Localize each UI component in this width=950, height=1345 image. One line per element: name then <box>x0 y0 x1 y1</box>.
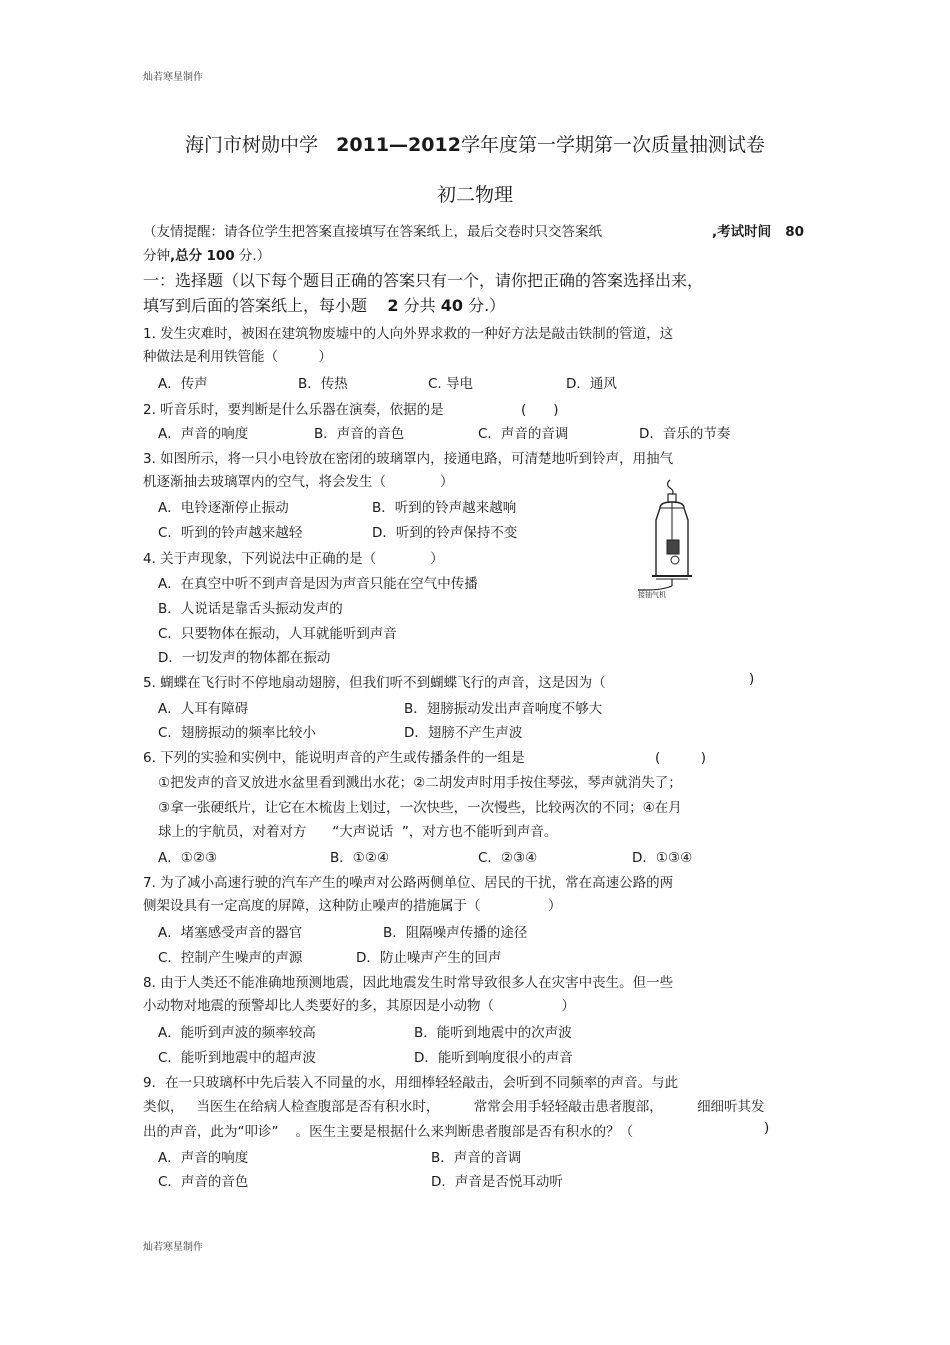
reminder-point-unit: 分.） <box>238 248 271 264</box>
q1-option-c: C. 导电 <box>428 376 474 392</box>
bell-jar-illustration <box>632 478 712 604</box>
q2-option-d: D．音乐的节奏 <box>639 426 731 442</box>
q3-stem-line2: 机逐渐抽去玻璃罩内的空气，将会发生（ ） <box>143 474 454 490</box>
q5-stem: 5. 蝴蝶在飞行时不停地扇动翅膀，但我们听不到蝴蝶飞行的声音，这是因为（ <box>143 675 606 691</box>
q2-option-b: B．声音的音色 <box>314 426 405 442</box>
section-score-total: 40 <box>440 296 463 315</box>
reminder-line2 <box>143 244 270 264</box>
q9-stem-line3 <box>143 1120 633 1140</box>
q1-option-b: B．传热 <box>298 376 348 392</box>
q1-stem-line2: 种做法是利用铁管能（ ） <box>143 349 332 365</box>
reminder-total-label: ,总分 <box>170 248 203 264</box>
exam-title <box>0 130 950 157</box>
q6-stem: 6. 下列的实验和实例中，能说明声音的产生或传播条件的一组是 <box>143 750 525 766</box>
q9-stem-line1: 9．在一只玻璃杯中先后装入不同量的水，用细棒轻轻敲击，会听到不同频率的声音。与此 <box>143 1075 679 1091</box>
q9-option-b: B．声音的音调 <box>431 1150 522 1166</box>
q5-option-a: A．人耳有障碍 <box>158 701 249 717</box>
q1-stem-line1: 1. 发生灾难时，被困在建筑物废墟中的人向外界求救的一种好方法是敲击铁制的管道，这 <box>143 326 674 342</box>
q3-option-b: B．听到的铃声越来越响 <box>372 500 517 516</box>
q2-option-a: A．声音的响度 <box>158 426 249 442</box>
q9-stem-line3-part1: 出的声音，此为“叩诊” <box>143 1124 279 1140</box>
q4-option-c: C．只要物体在振动，人耳就能听到声音 <box>158 626 397 642</box>
q9-stem-line2-part4: 细细听其发 <box>697 1099 765 1115</box>
q9-stem-line2-part1: 类似， <box>143 1099 184 1115</box>
q9-stem-line2 <box>143 1095 765 1115</box>
q8-option-c: C．能听到地震中的超声波 <box>158 1050 316 1066</box>
q6-stem-line4-part3: ”，对方也不能听到声音。 <box>401 824 558 840</box>
q3-stem-line1: 3. 如图所示，将一只小电铃放在密闭的玻璃罩内，接通电路，可清楚地听到铃声，用抽气 <box>143 451 674 467</box>
reminder-minute-unit: 分钟 <box>143 248 170 264</box>
q7-option-d: D．防止噪声产生的回声 <box>356 950 502 966</box>
q8-stem-line2: 小动物对地震的预警却比人类要好的多，其原因是小动物（ ） <box>143 998 575 1014</box>
q1-option-d: D．通风 <box>566 376 617 392</box>
title-rest: 学年度第一学期第一次质量抽测试卷 <box>460 134 765 156</box>
section-instruction: 填写到后面的答案纸上，每小题 <box>143 296 368 315</box>
q6-option-b: B．①②④ <box>330 850 390 866</box>
q9-stem-line2-part2: 当医生在给病人检查腹部是否有积水时， <box>196 1099 440 1115</box>
q9-option-d: D．声音是否悦耳动听 <box>431 1174 563 1190</box>
q8-option-d: D．能听到响度很小的声音 <box>414 1050 573 1066</box>
q9-stem-line2-part3: 常常会用手轻轻敲击患者腹部， <box>473 1099 663 1115</box>
q2-answer-paren: ( ) <box>521 402 559 418</box>
q9-stem-line3-part2: 。医生主要是根据什么来判断患者腹部是否有积水的？（ <box>295 1124 634 1140</box>
q6-option-a: A．①②③ <box>158 850 218 866</box>
q7-stem-line2: 侧架设具有一定高度的屏障，这种防止噪声的措施属于（ ） <box>143 898 562 914</box>
q8-stem-line1: 8. 由于人类还不能准确地预测地震，因此地震发生时常导致很多人在灾害中丧生。但一些 <box>143 975 674 991</box>
q7-stem-line1: 7. 为了减小高速行驶的汽车产生的噪声对公路两侧单位、居民的干扰，常在高速公路的两 <box>143 875 674 891</box>
q8-option-b: B．能听到地震中的次声波 <box>414 1025 572 1041</box>
figure-caption: 接抽气机 <box>638 591 666 599</box>
reminder-time <box>712 220 804 240</box>
q2-option-c: C．声音的音调 <box>478 426 569 442</box>
q5-option-b: B．翅膀振动发出声音响度不够大 <box>404 701 603 717</box>
header-maker: 灿若寒星制作 <box>143 72 203 83</box>
reminder-time-label: ,考试时间 <box>712 224 772 240</box>
q8-option-a: A．能听到声波的频率较高 <box>158 1025 316 1041</box>
q9-option-a: A．声音的响度 <box>158 1150 249 1166</box>
section-score-each: 2 <box>387 296 399 315</box>
q1-option-a: A．传声 <box>158 376 208 392</box>
q7-option-a: A．堵塞感受声音的器官 <box>158 925 303 941</box>
q6-stem-line2: ①把发声的音叉放进水盆里看到溅出水花；②二胡发声时用手按住琴弦，琴声就消失了； <box>158 775 682 791</box>
q7-option-b: B．阻隔噪声传播的途径 <box>383 925 528 941</box>
q6-answer-paren: ( ) <box>655 750 707 766</box>
q9-close-paren: ) <box>764 1120 770 1136</box>
q4-stem: 4. 关于声现象，下列说法中正确的是（ ） <box>143 551 444 567</box>
q3-option-d: D．听到的铃声保持不变 <box>372 525 518 541</box>
q6-option-d: D．①③④ <box>632 850 693 866</box>
reminder-line1 <box>143 220 602 240</box>
q5-option-d: D．翅膀不产生声波 <box>404 725 523 741</box>
q6-option-c: C．②③④ <box>478 850 538 866</box>
exam-subject: 初二物理 <box>436 184 513 206</box>
q7-option-c: C．控制产生噪声的声源 <box>158 950 303 966</box>
q6-stem-line3: ③拿一张硬纸片，让它在木梳齿上划过，一次快些，一次慢些，比较两次的不同；④在月 <box>158 800 682 816</box>
q6-stem-line4 <box>158 820 557 840</box>
q4-option-d: D．一切发声的物体都在振动 <box>158 650 331 666</box>
q9-option-c: C．声音的音色 <box>158 1174 249 1190</box>
q6-stem-line4-part2: “大声说话 <box>332 824 394 840</box>
q5-option-c: C．翅膀振动的频率比较小 <box>158 725 316 741</box>
reminder-total: 100 <box>206 248 235 264</box>
q3-option-c: C．听到的铃声越来越轻 <box>158 525 303 541</box>
q5-close-paren: ) <box>749 671 755 687</box>
footer-maker: 灿若寒星制作 <box>143 1242 203 1253</box>
section-score-label: 分共 <box>403 296 436 315</box>
title-school: 海门市树勋中学 <box>185 134 319 156</box>
section-heading-line1: 一：选择题（以下每个题目正确的答案只有一个，请你把正确的答案选择出来， <box>143 271 704 290</box>
section-score-unit: 分.） <box>468 296 506 315</box>
reminder-text: （友情提醒：请各位学生把答案直接填写在答案纸上，最后交卷时只交答案纸 <box>143 224 602 240</box>
bell-jar-figure <box>632 478 712 604</box>
q3-option-a: A．电铃逐渐停止振动 <box>158 500 289 516</box>
section-heading-line2 <box>143 293 505 316</box>
q4-option-b: B．人说话是靠舌头振动发声的 <box>158 601 343 617</box>
reminder-minutes: 80 <box>785 224 805 240</box>
q6-stem-line4-part1: 球上的宇航员，对着对方 <box>158 824 307 840</box>
title-year-range: 2011—2012 <box>336 134 461 156</box>
q4-option-a: A．在真空中听不到声音是因为声音只能在空气中传播 <box>158 576 478 592</box>
q2-stem: 2. 听音乐时，要判断是什么乐器在演奏，依据的是 <box>143 402 444 418</box>
